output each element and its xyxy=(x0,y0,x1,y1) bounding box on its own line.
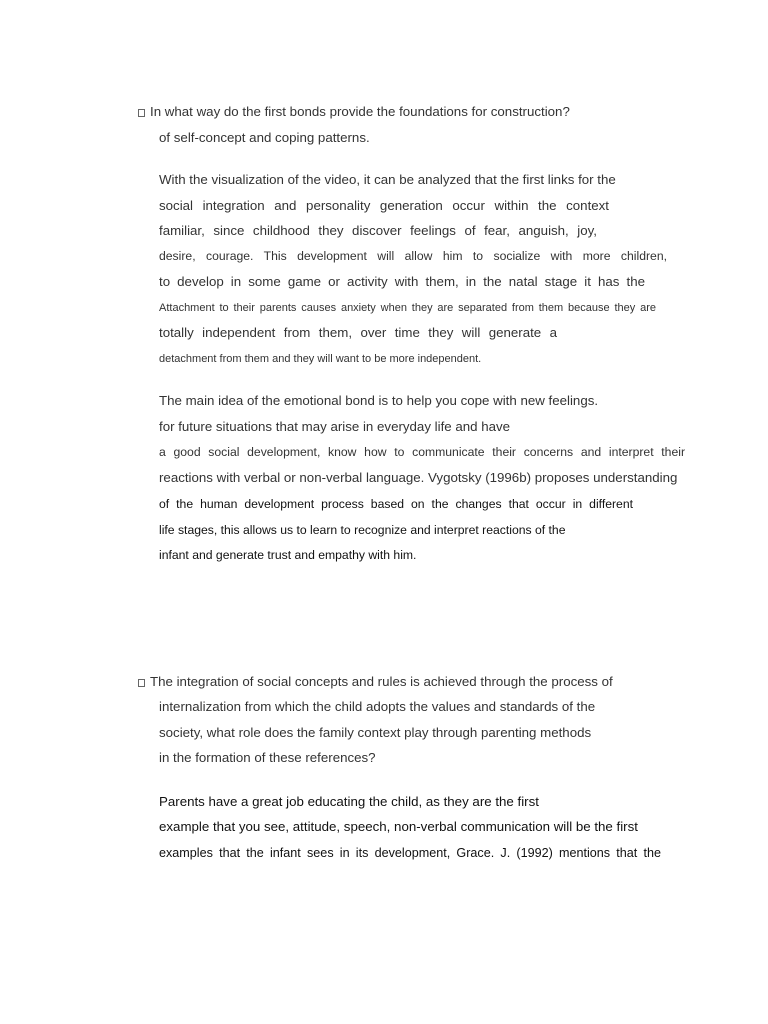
answer-1-p2-line-3: a good social development, know how to communicate their concerns and interpret their xyxy=(159,445,685,459)
answer-1-p2-line-2: for future situations that may arise in everyday life and have xyxy=(159,419,511,434)
question-1-line-2: of self-concept and coping patterns. xyxy=(159,130,370,145)
question-2-line-4: in the formation of these references? xyxy=(159,750,376,765)
question-2-line-2: internalization from which the child adopts the values and standards of the xyxy=(159,699,596,714)
question-1-line-1 xyxy=(138,104,570,120)
answer-1-p2-line-6: life stages, this allows us to learn to recognize and interpret reactions of the xyxy=(159,523,566,537)
answer-1-p2-line-4: reactions with verbal or non-verbal language. Vygotsky (1996b) proposes understanding xyxy=(159,470,678,485)
answer-1-p2-line-5: of the human development process based on the changes that occur in different xyxy=(159,497,633,511)
answer-1-p1-line-6: Attachment to their parents causes anxiety when they are separated from them because they are xyxy=(159,302,656,314)
checkbox-bullet-icon xyxy=(138,109,145,117)
answer-1-p2-line-7: infant and generate trust and empathy with him. xyxy=(159,548,417,562)
answer-1-p2-line-1: The main idea of the emotional bond is to help you cope with new feelings. xyxy=(159,393,599,408)
answer-1-p1-line-4: desire, courage. This development will allow him to socialize with more children, xyxy=(159,249,667,263)
answer-1-p1-line-3: familiar, since childhood they discover feelings of fear, anguish, joy, xyxy=(159,223,597,238)
answer-1-p1-line-2: social integration and personality generation occur within the context xyxy=(159,198,609,213)
answer-2-line-1: Parents have a great job educating the child, as they are the first xyxy=(159,794,539,809)
answer-2-line-3: examples that the infant sees in its development, Grace. J. (1992) mentions that the xyxy=(159,846,661,860)
answer-1-p1-line-1: With the visualization of the video, it can be analyzed that the first links for the xyxy=(159,172,616,187)
question-1-text: In what way do the first bonds provide the foundations for construction? xyxy=(150,104,570,119)
answer-1-p1-line-8: detachment from them and they will want to be more independent. xyxy=(159,353,482,365)
answer-2-line-2: example that you see, attitude, speech, non-verbal communication will be the first xyxy=(159,819,638,834)
question-2-line-1 xyxy=(138,674,613,690)
answer-1-p1-line-7: totally independent from them, over time they will generate a xyxy=(159,325,557,340)
answer-1-p1-line-5: to develop in some game or activity with them, in the natal stage it has the xyxy=(159,274,645,289)
question-2-text: The integration of social concepts and rules is achieved through the process of xyxy=(150,674,613,689)
question-2-line-3: society, what role does the family context play through parenting methods xyxy=(159,725,592,740)
checkbox-bullet-icon xyxy=(138,679,145,687)
